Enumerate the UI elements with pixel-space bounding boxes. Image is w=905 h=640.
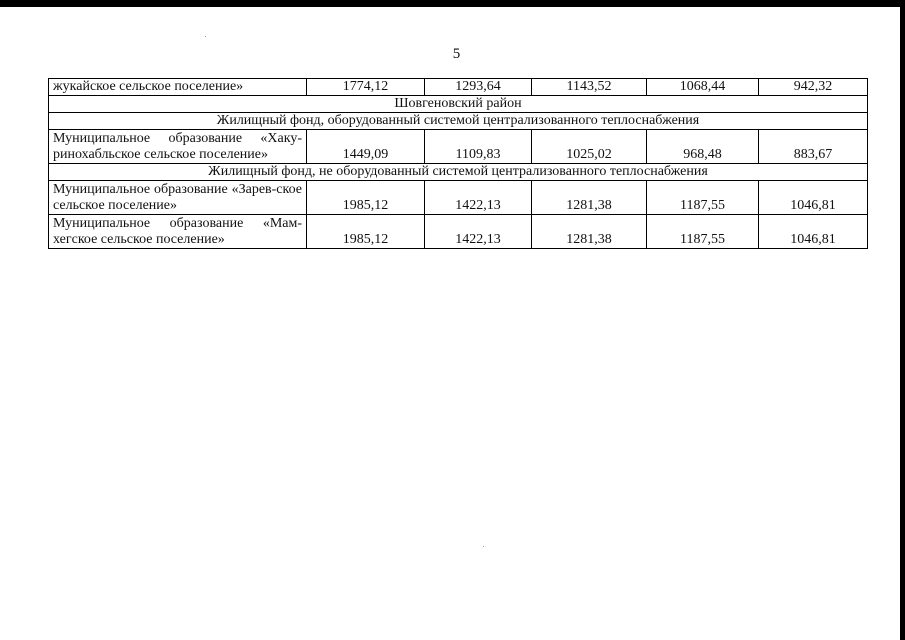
value-cell: 1985,12 <box>307 181 425 215</box>
housing-category-heading: Жилищный фонд, оборудованный системой централизованного теплоснабжения <box>49 113 868 130</box>
value-cell: 1109,83 <box>425 130 532 164</box>
scan-border-top <box>0 0 905 7</box>
table-row <box>49 181 868 215</box>
scan-border-right <box>900 0 905 640</box>
section-row <box>49 164 868 181</box>
settlement-name-cell: Муниципальное образование «Хаку-ринохабльское сельское поселение» <box>49 130 307 164</box>
section-row <box>49 96 868 113</box>
settlement-name-cell: Муниципальное образование «Мам-хегское сельское поселение» <box>49 215 307 249</box>
tariff-table <box>48 78 868 249</box>
value-cell: 1187,55 <box>647 215 759 249</box>
table-row <box>49 79 868 96</box>
value-cell: 1293,64 <box>425 79 532 96</box>
scan-speck <box>205 36 206 37</box>
page-number: 5 <box>452 46 461 62</box>
value-cell: 1422,13 <box>425 215 532 249</box>
section-row <box>49 113 868 130</box>
value-cell: 1422,13 <box>425 181 532 215</box>
value-cell: 1025,02 <box>532 130 647 164</box>
settlement-name-cell: Муниципальное образование «Зарев-ское сельское поселение» <box>49 181 307 215</box>
value-cell: 1449,09 <box>307 130 425 164</box>
table-row <box>49 130 868 164</box>
value-cell: 1281,38 <box>532 181 647 215</box>
value-cell: 942,32 <box>759 79 868 96</box>
value-cell: 1068,44 <box>647 79 759 96</box>
value-cell: 1774,12 <box>307 79 425 96</box>
value-cell: 1046,81 <box>759 181 868 215</box>
value-cell: 1143,52 <box>532 79 647 96</box>
value-cell: 883,67 <box>759 130 868 164</box>
value-cell: 1281,38 <box>532 215 647 249</box>
value-cell: 1046,81 <box>759 215 868 249</box>
value-cell: 1187,55 <box>647 181 759 215</box>
district-heading: Шовгеновский район <box>49 96 868 113</box>
scan-speck <box>483 546 484 547</box>
housing-category-heading: Жилищный фонд, не оборудованный системой централизованного теплоснабжения <box>49 164 868 181</box>
value-cell: 1985,12 <box>307 215 425 249</box>
settlement-name-cell: жукайское сельское поселение» <box>49 79 307 96</box>
table-row <box>49 215 868 249</box>
value-cell: 968,48 <box>647 130 759 164</box>
